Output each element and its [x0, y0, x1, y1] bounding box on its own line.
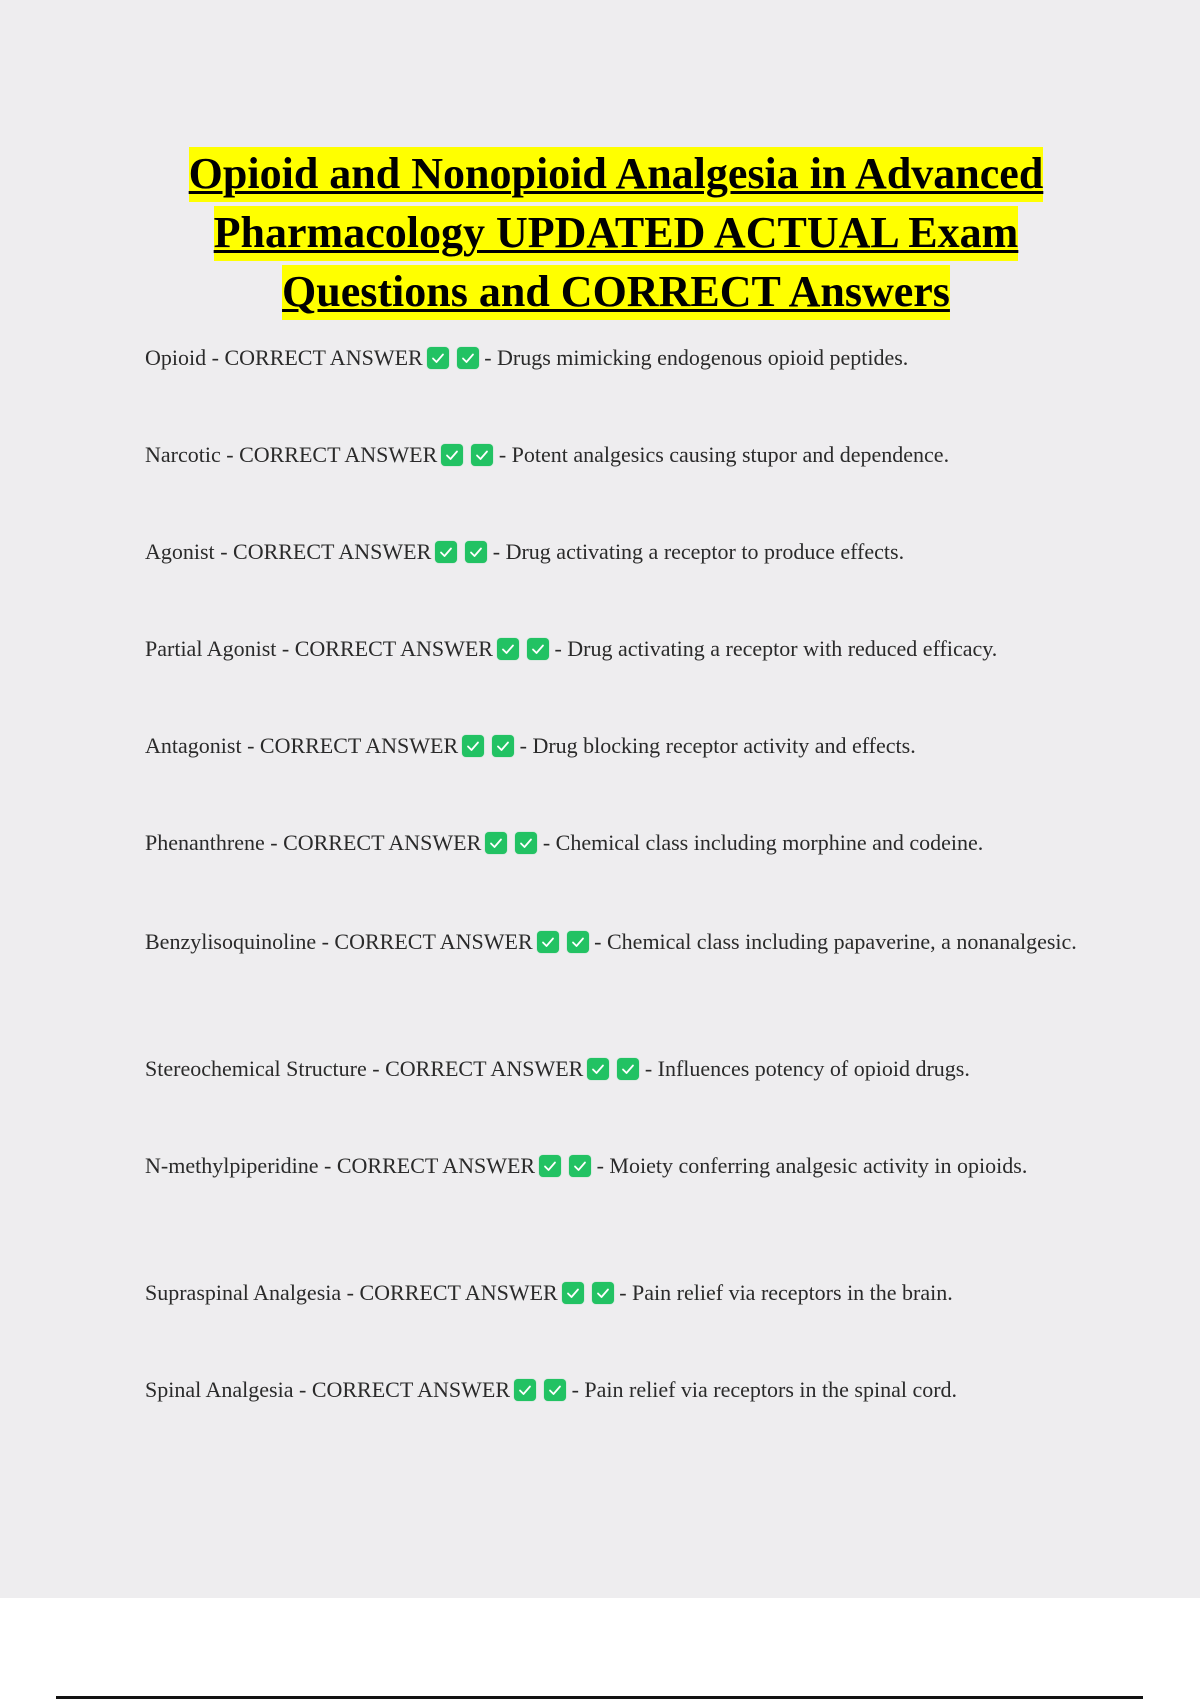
qa-definition: Influences potency of opioid drugs.	[657, 1056, 970, 1081]
qa-term: Partial Agonist	[145, 636, 277, 661]
qa-item: N-methylpiperidine - CORRECT ANSWER - Moiety conferring analgesic activity in opioids.	[145, 1153, 1028, 1178]
qa-definition: Moiety conferring analgesic activity in opioids.	[609, 1153, 1028, 1178]
check-box-icon	[569, 1155, 591, 1177]
qa-label: CORRECT ANSWER	[224, 345, 423, 370]
document-title	[100, 144, 1132, 321]
qa-definition: Drug activating a receptor with reduced efficacy.	[567, 636, 998, 661]
check-box-icon	[471, 444, 493, 466]
check-box-icon	[457, 347, 479, 369]
qa-term: Narcotic	[145, 442, 221, 467]
qa-label: CORRECT ANSWER	[294, 636, 493, 661]
qa-definition: Chemical class including papaverine, a nonanalgesic.	[607, 929, 1077, 954]
qa-term: Supraspinal Analgesia	[145, 1280, 342, 1305]
check-box-icon	[465, 541, 487, 563]
footer-divider	[56, 1696, 1143, 1699]
qa-label: CORRECT ANSWER	[336, 1153, 536, 1178]
check-box-icon	[441, 444, 463, 466]
qa-definition: Chemical class including morphine and codeine.	[555, 830, 984, 855]
check-box-icon	[592, 1282, 614, 1304]
check-box-icon	[617, 1058, 639, 1080]
qa-definition: Pain relief via receptors in the brain.	[632, 1280, 953, 1305]
qa-term: Agonist	[145, 539, 215, 564]
qa-item: Narcotic - CORRECT ANSWER - Potent analgesics causing stupor and dependence.	[145, 442, 950, 467]
check-box-icon	[462, 735, 484, 757]
qa-label: CORRECT ANSWER	[385, 1056, 584, 1081]
qa-definition: Drug blocking receptor activity and effects.	[532, 733, 916, 758]
title-line-1: Opioid and Nonopioid Analgesia in Advanced	[189, 147, 1044, 202]
title-line-2: Pharmacology UPDATED ACTUAL Exam	[214, 206, 1019, 261]
qa-term: Opioid	[145, 345, 207, 370]
qa-term: Benzylisoquinoline	[145, 929, 317, 954]
qa-term: Antagonist	[145, 733, 242, 758]
check-box-icon	[514, 1379, 536, 1401]
qa-term: N-methylpiperidine	[145, 1153, 319, 1178]
check-box-icon	[435, 541, 457, 563]
qa-label: CORRECT ANSWER	[359, 1280, 558, 1305]
check-box-icon	[427, 347, 449, 369]
check-box-icon	[485, 832, 507, 854]
qa-item: Partial Agonist - CORRECT ANSWER - Drug activating a receptor with reduced efficacy.	[145, 636, 998, 661]
qa-definition: Potent analgesics causing stupor and dependence.	[511, 442, 950, 467]
check-box-icon	[537, 931, 559, 953]
qa-definition: Pain relief via receptors in the spinal cord.	[584, 1377, 958, 1402]
qa-item: Agonist - CORRECT ANSWER - Drug activating a receptor to produce effects.	[145, 539, 905, 564]
check-box-icon	[587, 1058, 609, 1080]
check-box-icon	[562, 1282, 584, 1304]
qa-term: Stereochemical Structure	[145, 1056, 367, 1081]
check-box-icon	[567, 931, 589, 953]
qa-item: Antagonist - CORRECT ANSWER - Drug blocking receptor activity and effects.	[145, 733, 916, 758]
check-box-icon	[497, 638, 519, 660]
qa-label: CORRECT ANSWER	[259, 733, 459, 758]
qa-term: Spinal Analgesia	[145, 1377, 294, 1402]
qa-item: Stereochemical Structure - CORRECT ANSWER - Influences potency of opioid drugs.	[145, 1056, 970, 1081]
qa-item: Phenanthrene - CORRECT ANSWER - Chemical class including morphine and codeine.	[145, 830, 984, 855]
check-box-icon	[492, 735, 514, 757]
qa-item: Opioid - CORRECT ANSWER - Drugs mimicking endogenous opioid peptides.	[145, 345, 909, 370]
qa-label: CORRECT ANSWER	[311, 1377, 511, 1402]
qa-label: CORRECT ANSWER	[334, 929, 533, 954]
qa-definition: Drugs mimicking endogenous opioid peptides.	[497, 345, 909, 370]
check-box-icon	[539, 1155, 561, 1177]
qa-item: Supraspinal Analgesia - CORRECT ANSWER - Pain relief via receptors in the brain.	[145, 1280, 953, 1305]
qa-definition: Drug activating a receptor to produce effects.	[505, 539, 905, 564]
qa-item: Benzylisoquinoline - CORRECT ANSWER - Chemical class including papaverine, a nonanalgesic.	[145, 929, 1077, 954]
check-box-icon	[544, 1379, 566, 1401]
qa-item: Spinal Analgesia - CORRECT ANSWER - Pain relief via receptors in the spinal cord.	[145, 1377, 958, 1402]
check-box-icon	[527, 638, 549, 660]
check-box-icon	[515, 832, 537, 854]
qa-label: CORRECT ANSWER	[233, 539, 432, 564]
qa-term: Phenanthrene	[145, 830, 265, 855]
title-line-3: Questions and CORRECT Answers	[282, 265, 950, 320]
qa-label: CORRECT ANSWER	[239, 442, 438, 467]
qa-label: CORRECT ANSWER	[283, 830, 482, 855]
